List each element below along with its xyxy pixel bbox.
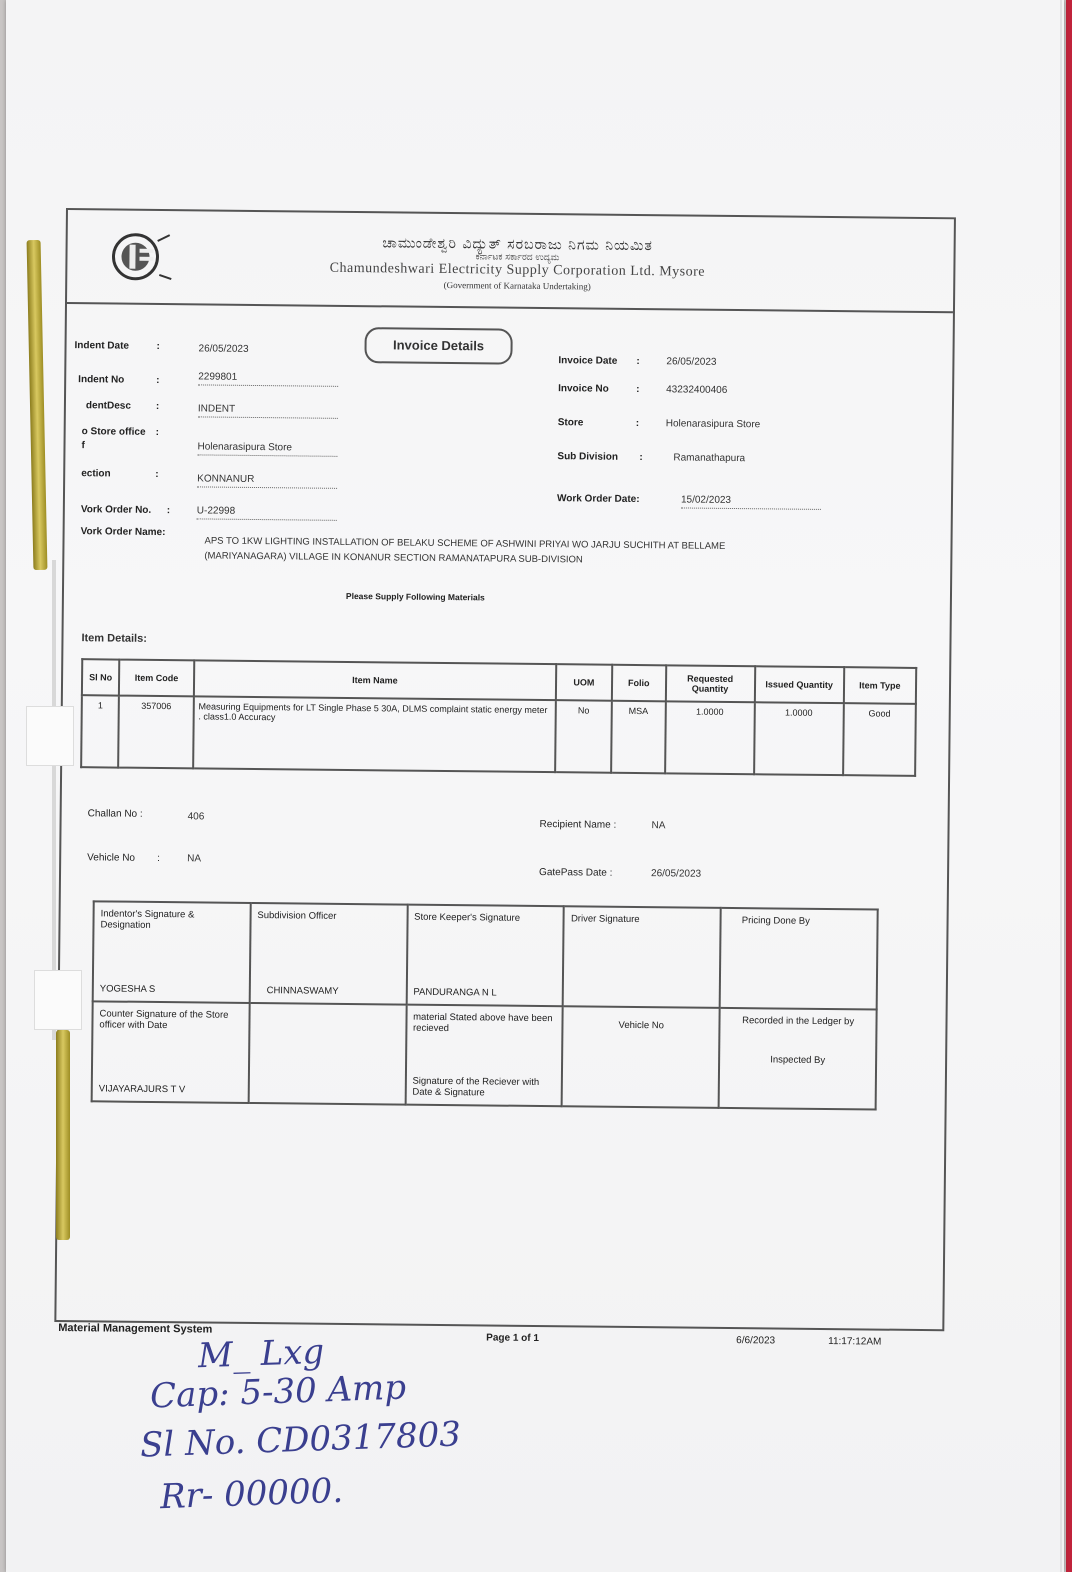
clip-tab-top [26, 706, 74, 766]
subdivision-officer-cell [249, 903, 407, 1005]
store-keeper-name: PANDURANGA N L [413, 986, 497, 999]
handwritten-note-line3: Sl No. CD0317803 [139, 1414, 462, 1466]
indent-desc-sep: : [155, 400, 160, 412]
section-sep: : [155, 468, 159, 480]
cesc-logo-icon [105, 230, 174, 283]
cell-folio: MSA [611, 701, 666, 774]
subdivision-officer-title: Subdivision Officer [257, 910, 337, 922]
footer-date: 6/6/2023 [736, 1335, 776, 1347]
col-uom: UOM [556, 664, 612, 701]
handwritten-note-line4: Rr- 00000. [159, 1470, 344, 1518]
col-issued-qty: Issued Quantity [754, 666, 843, 703]
signature-row [92, 1001, 877, 1109]
binder-clip [30, 240, 70, 1250]
invoice-no-value: 43232400406 [666, 384, 728, 396]
empty-signature-cell [248, 1003, 406, 1105]
supply-note: Please Supply Following Materials [345, 590, 485, 603]
indent-date-sep: : [156, 340, 160, 352]
indent-no-label: Indent No [78, 374, 125, 386]
counter-signature-cell [92, 1001, 250, 1103]
clip-top-bar [27, 240, 48, 570]
subdivision-officer-name: CHINNASWAMY [266, 985, 339, 997]
footer-time: 11:17:12AM [828, 1336, 882, 1348]
kannada-org-name: ಚಾಮುಂಡೇಶ್ವರಿ ವಿದ್ಯುತ್ ಸರಬರಾಜು ನಿಗಮ ನಿಯಮಿತ [382, 235, 653, 255]
org-subtitle: (Government of Karnataka Undertaking) [443, 279, 591, 292]
cell-uom: No [555, 700, 612, 773]
receiver-title: material Stated above have been recieved [412, 1011, 553, 1035]
invoice-no-sep: : [636, 383, 640, 396]
invoice-document [54, 208, 956, 1348]
inspected-by: Inspected By [770, 1054, 826, 1066]
vehicle-no-cell [562, 1006, 720, 1108]
vehicle-no-title: Vehicle No [618, 1019, 665, 1032]
receiver-signature-note: Signature of the Reciever with Date & Signature [412, 1075, 540, 1099]
section-value: KONNANUR [197, 473, 337, 488]
signature-table [91, 900, 879, 1110]
sub-division-label: Sub Division [557, 451, 619, 463]
invoice-date-value: 26/05/2023 [666, 356, 717, 368]
cell-issued-qty: 1.0000 [754, 702, 844, 775]
cell-item-code: 357006 [118, 696, 193, 769]
work-order-date-label: Work Order Date: [556, 493, 640, 506]
cell-sl-no: 1 [81, 695, 119, 767]
col-sl-no: Sl No [82, 659, 120, 695]
table-row [81, 695, 916, 776]
indent-date-value: 26/05/2023 [198, 343, 249, 355]
store-office-label-2: f [81, 440, 85, 452]
vehicle-label: Vehicle No [87, 852, 136, 864]
item-details-heading: Item Details: [81, 632, 147, 645]
org-name: Chamundeshwari Electricity Supply Corporation Ltd. Mysore [329, 260, 706, 280]
section-label: ection [81, 468, 111, 480]
col-item-type: Item Type [843, 667, 916, 704]
store-office-sep: : [155, 426, 160, 438]
invoice-details-title: Invoice Details [364, 327, 512, 365]
clip-bottom-bar [56, 1030, 70, 1240]
store-value: Holenarasipura Store [665, 418, 761, 431]
clip-rod [52, 560, 56, 1040]
store-keeper-title: Store Keeper's Signature [414, 911, 521, 924]
ledger-cell [719, 1008, 877, 1110]
gatepass-label: GatePass Date : [539, 866, 613, 879]
store-keeper-cell [406, 905, 564, 1007]
work-order-no-value: U-22998 [197, 505, 337, 520]
invoice-date-label: Invoice Date [558, 355, 618, 367]
indentor-name: YOGESHA S [99, 983, 156, 995]
receiver-cell [405, 1005, 563, 1107]
vehicle-value: NA [187, 853, 202, 865]
footer-page: Page 1 of 1 [486, 1332, 540, 1345]
sub-division-value: Ramanathapura [673, 452, 746, 465]
signature-row [93, 901, 878, 1009]
empty-signature-title [256, 1010, 399, 1011]
cell-item-name: Measuring Equipments for LT Single Phase 5 30A, DLMS complaint static energy meter . class1.0 Accuracy [193, 696, 556, 772]
ledger-title: Recorded in the Ledger by [742, 1015, 855, 1028]
driver-signature-cell [563, 906, 721, 1008]
gatepass-value: 26/05/2023 [651, 868, 702, 880]
col-item-code: Item Code [119, 660, 194, 697]
col-item-name: Item Name [194, 660, 557, 700]
work-order-no-label: Vork Order No. [80, 504, 152, 516]
handwritten-note-line1: M_ Lxg [197, 1331, 325, 1377]
pricing-title: Pricing Done By [741, 915, 810, 927]
recipient-value: NA [651, 820, 666, 832]
kannada-org-sub: ಕರ್ನಾಟಕ ಸರ್ಕಾರದ ಉದ್ಯಮ [475, 252, 560, 264]
store-office-label: o Store office [81, 426, 146, 438]
handwritten-note-line2: Cap: 5-30 Amp [149, 1367, 407, 1417]
cell-item-type: Good [843, 703, 916, 776]
invoice-no-label: Invoice No [558, 383, 609, 395]
store-label: Store [557, 417, 584, 429]
footer-system-name: Material Management System [58, 1321, 213, 1336]
work-order-no-sep: : [166, 505, 171, 517]
invoice-date-sep: : [636, 355, 640, 368]
sub-division-sep: : [639, 452, 643, 464]
indent-date-label: Indent Date [74, 340, 130, 352]
pricing-cell [720, 908, 878, 1010]
counter-signature-title: Counter Signature of the Store officer with Date [99, 1008, 229, 1032]
col-requested-qty: Requested Quantity [665, 665, 754, 702]
document-header [67, 210, 954, 313]
work-order-name-value: APS TO 1KW LIGHTING INSTALLATION OF BELAKU SCHEME OF ASHWINI PRIYAI WO JARJU SUCHITH AT BELLAME (MARIYANAGARA) VILLAGE IN KONANUR SECTION RAMANATAPURA SUB-DIVISION [204, 535, 726, 566]
work-order-date-value: 15/02/2023 [681, 494, 821, 509]
clip-tab-bottom [34, 970, 82, 1030]
items-table [80, 658, 917, 777]
vehicle-sep: : [157, 852, 161, 865]
store-office-value: Holenarasipura Store [197, 441, 337, 456]
driver-signature-title: Driver Signature [570, 913, 640, 926]
recipient-label: Recipient Name : [539, 818, 617, 831]
challan-value: 406 [187, 811, 205, 823]
indent-no-sep: : [156, 374, 160, 386]
indent-desc-label: dentDesc [85, 400, 132, 412]
indentor-signature-cell [93, 901, 251, 1003]
counter-signature-name: VIJAYARAJURS T V [98, 1083, 186, 1096]
store-sep: : [635, 417, 640, 430]
indent-no-value: 2299801 [198, 371, 338, 386]
indentor-signature-title: Indentor's Signature & Designation [100, 908, 195, 931]
red-background-edge [1066, 0, 1072, 1572]
challan-label: Challan No : [87, 808, 143, 820]
cell-requested-qty: 1.0000 [665, 701, 755, 774]
indent-desc-value: INDENT [198, 403, 338, 418]
col-folio: Folio [612, 665, 666, 702]
work-order-name-label: Vork Order Name: [80, 526, 166, 539]
